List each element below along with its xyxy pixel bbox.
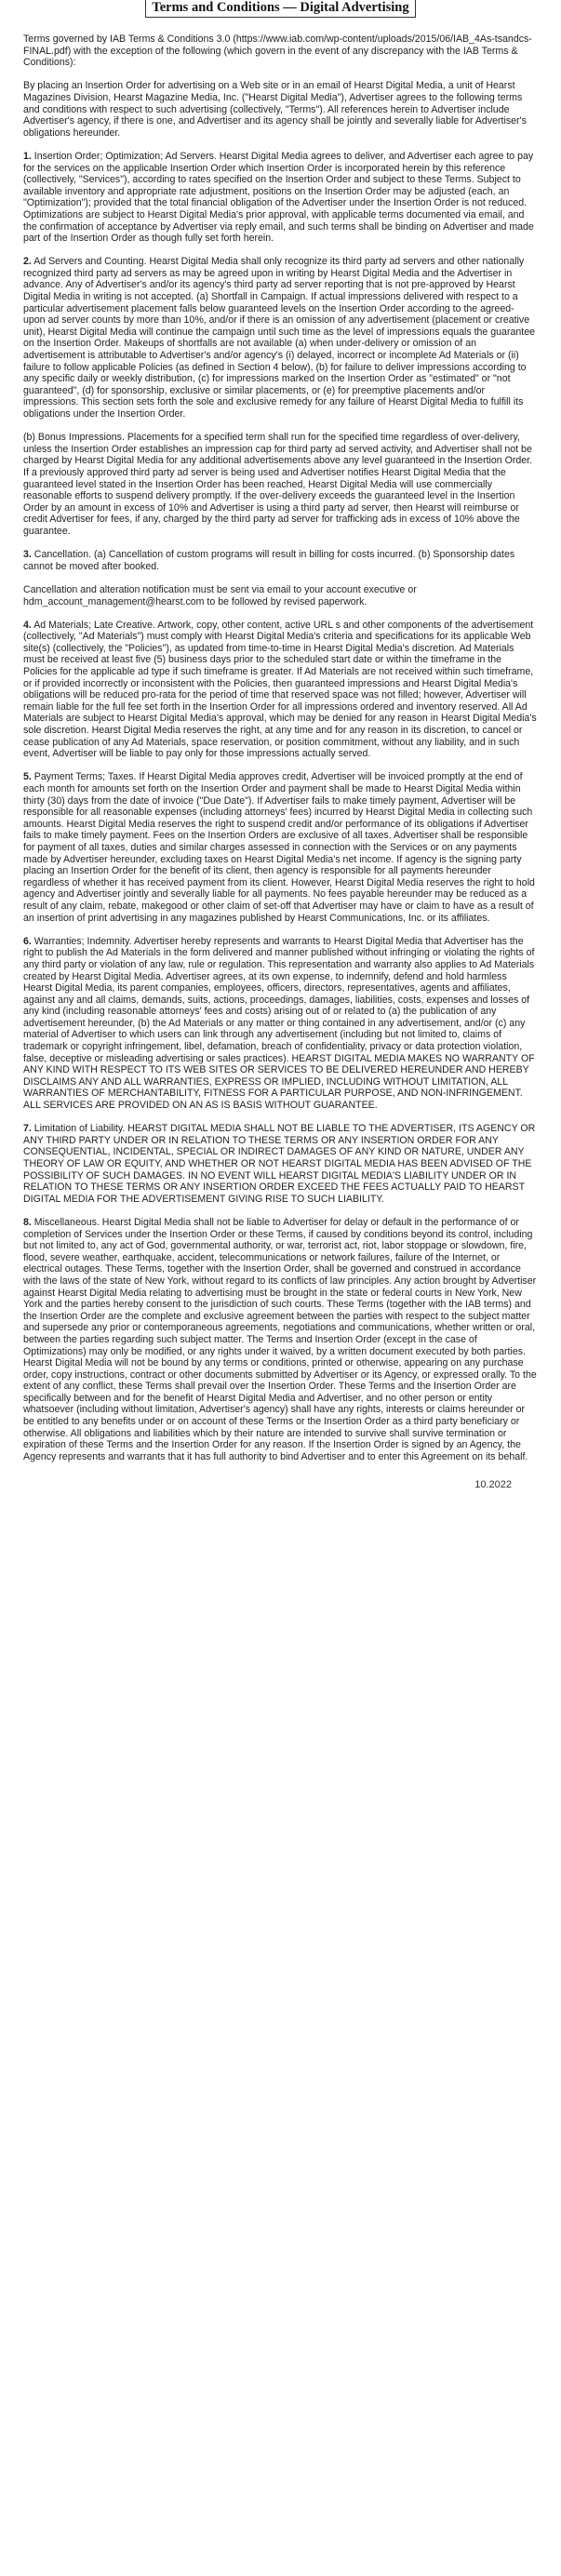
section-number: 7. xyxy=(23,1123,32,1135)
terms-paragraph xyxy=(23,1123,538,1205)
page-title: Terms and Conditions — Digital Advertising xyxy=(145,0,415,18)
terms-paragraph xyxy=(23,1217,538,1462)
terms-paragraph xyxy=(23,256,538,420)
paragraph-text: Ad Materials; Late Creative. Artwork, copy, other content, active URL s and other components of the advertisement (collectively, "Ad Materials") must comply with Hearst Digital Media's criteria and specifications for its applicable Web site(s) (collectively, the "Policies"), as updated from time-to-time in Hearst Digital Media's discretion. Ad Materials must be received at least five (5) business days prior to the scheduled start date or within the timeframe in the Policies for the applicable ad type if such timeframe is greater. If Ad Materials are not received within such timeframe, or if provided incorrectly or inconsistent with the Policies, then guaranteed impressions and Hearst Digital Media's obligations will be reduced pro-rata for the period of time that reserved space was not filled; however, Advertiser will remain liable for the full fee set forth in the Insertion Order for all impressions ordered and inventory reserved. All Ad Materials are subject to Hearst Digital Media's approval, which may be denied for any reason in Hearst Digital Media's sole discretion. Hearst Digital Media reserves the right, at any time and for any reason in its discretion, to cancel or cease publication of any Ad Materials, space reservation, or position commitment, without any liability, and in such event, Advertiser will be liable to pay only for those impressions actually served. xyxy=(23,619,537,760)
terms-body xyxy=(23,33,538,1462)
footer-date: 10.2022 xyxy=(474,1479,512,1491)
section-number: 6. xyxy=(23,935,32,947)
terms-paragraph xyxy=(23,584,538,607)
terms-paragraph xyxy=(23,33,538,69)
paragraph-text: Cancellation and alteration notification must be sent via email to your account executive or hdm_account_management@hearst.com to be followed by revised paperwork. xyxy=(23,583,417,607)
paragraph-text: By placing an Insertion Order for advertising on a Web site or in an email of Hearst Digital Media, a unit of Hearst Magazines Division, Hearst Magazine Media, Inc. ("Hearst Digital Media"), Advertiser agrees to the following terms and conditions with respect to such advertising (collectively, "Terms"). All references herein to Advertiser include Advertiser's agency, if there is one, and Advertiser and its agency shall be jointly and severally liable for Advertiser's obligations hereunder. xyxy=(23,80,527,139)
paragraph-text: Ad Servers and Counting. Hearst Digital Media shall only recognize its third party ad servers and other nationally recognized third party ad servers as may be agreed upon in writing by Hearst Digital Media and the Advertiser in advance. Any of Advertiser's and/or its agency's third party ad server reporting that is not pre-approved by Hearst Digital Media in writing is not accepted. (a) Shortfall in Campaign. If actual impressions delivered with respect to a particular advertisement placement falls below guaranteed levels on the Insertion Order according to the agreed- upon ad server counts by more than 10%, and/or if there is an omission of any advertisement (placement or creative unit), Hearst Digital Media will continue the campaign until such time as the level of impressions equals the guarantee on the Insertion Order. Makeups of shortfalls are not available (a) when under-delivery or omission of an advertisement is attributable to Advertiser's and/or agency's (i) delayed, incorrect or incomplete Ad Materials or (ii) failure to follow applicable Policies (as defined in Section 4 below), (b) for failure to deliver impressions according to any specific daily or weekly distribution, (c) for impressions marked on the Insertion Order as "estimated" or "not guaranteed", (d) for sponsorship, exclusive or similar placements, or (e) for preemptive placements and/or impressions. This section sets forth the sole and exclusive remedy for any failure of Hearst Digital Media to fulfill its obligations under the Insertion Order. xyxy=(23,256,535,420)
title-container xyxy=(23,0,538,19)
terms-paragraph xyxy=(23,432,538,537)
terms-paragraph xyxy=(23,771,538,924)
paragraph-text: Payment Terms; Taxes. If Hearst Digital Media approves credit, Advertiser will be invoiced promptly at the end of each month for amounts set forth on the Insertion Order and payment shall be made to Hearst Digital Media within thirty (30) days from the date of invoice ("Due Date"). If Advertiser fails to make timely payment, Advertiser will be responsible for all reasonable expenses (including attorneys' fees) incurred by Hearst Digital Media in collecting such amounts. Hearst Digital Media reserves the right to suspend credit and/or performance of its obligations if Advertiser fails to make timely payment. Fees on the Insertion Orders are exclusive of all taxes. Advertiser shall be responsible for payment of all taxes, duties and similar charges assessed in connection with the Services or on any payments made by Advertiser hereunder, excluding taxes on Hearst Digital Media's net income. If agency is the signing party placing an Insertion Order for the benefit of its client, then agency is responsible for all payments hereunder regardless of whether it has received payment from its client. However, Hearst Digital Media reserves the right to hold agency and Advertiser jointly and severally liable for all payments. No fees payable hereunder may be reduced as a result of any claim, rebate, makegood or other claim of set-off that Advertiser may have or claim to have as a result of an insertion of print advertising in any magazines published by Hearst Communications, Inc. or its affiliates. xyxy=(23,771,535,924)
paragraph-text: Warranties; Indemnity. Advertiser hereby represents and warrants to Hearst Digital Media that Advertiser has the right to publish the Ad Materials in the form delivered and manner published without infringing or violating the rights of any third party or violation of any law, rule or regulation. This representation and warranty also applies to Ad Materials created by Hearst Digital Media. Advertiser agrees, at its own expense, to indemnify, defend and hold harmless Hearst Digital Media, its parent companies, employees, officers, directors, representatives, agents and affiliates, against any and all claims, demands, suits, actions, proceedings, damages, liabilities, costs, expenses and losses of any kind (including reasonable attorneys' fees and costs) arising out of or related to (a) the publication of any advertisement hereunder, (b) the Ad Materials or any matter or thing contained in any advertisement, and/or (c) any material of Advertiser to which users can link through any advertisement (including but not limited to, claims of trademark or copyright infringement, libel, defamation, breach of confidentiality, privacy or data protection violation, false, deceptive or misleading advertising or sales practices). HEARST DIGITAL MEDIA MAKES NO WARRANTY OF ANY KIND WITH RESPECT TO ITS WEB SITES OR SERVICES TO BE DELIVERED HEREUNDER AND HEREBY DISCLAIMS ANY AND ALL WARRANTIES, EXPRESS OR IMPLIED, INCLUDING WITHOUT LIMITATION, ALL WARRANTIES OF MERCHANTABILITY, FITNESS FOR A PARTICULAR PURPOSE, AND NON-INFRINGEMENT. ALL SERVICES ARE PROVIDED ON AN AS IS BASIS WITHOUT GUARANTEE. xyxy=(23,935,535,1112)
section-number: 4. xyxy=(23,619,32,631)
terms-paragraph xyxy=(23,151,538,245)
section-number: 5. xyxy=(23,771,32,783)
paragraph-text: Cancellation. (a) Cancellation of custom programs will result in billing for costs incurred. (b) Sponsorship dates cannot be moved after booked. xyxy=(23,549,515,572)
terms-paragraph xyxy=(23,936,538,1112)
paragraph-text: Limitation of Liability. HEARST DIGITAL MEDIA SHALL NOT BE LIABLE TO THE ADVERTISER, ITS AGENCY OR ANY THIRD PARTY UNDER OR IN RELATION TO THESE TERMS OR ANY INSERTION ORDER FOR ANY CONSEQUENTIAL, INCIDENTAL, SPECIAL OR INDIRECT DAMAGES OF ANY KIND OR NATURE, UNDER ANY THEORY OF LAW OR EQUITY, AND WHETHER OR NOT HEARST DIGITAL MEDIA HAS BEEN ADVISED OF THE POSSIBILITY OF SUCH DAMAGES. IN NO EVENT WILL HEARST DIGITAL MEDIA'S LIABILITY UNDER OR IN RELATION TO THESE TERMS OR ANY INSERTION ORDER EXCEED THE FEES ACTUALLY PAID TO HEARST DIGITAL MEDIA FOR THE ADVERTISEMENT GIVING RISE TO SUCH LIABILITY. xyxy=(23,1123,536,1205)
paragraph-text: Terms governed by IAB Terms & Conditions 3.0 (https://www.iab.com/wp-content/uploads/2015/06/IAB_4As-tsandcs-FINAL.pdf) with the exception of the following (which govern in the event of any discrepancy with the IAB Terms & Conditions): xyxy=(23,33,532,69)
section-number: 2. xyxy=(23,256,32,268)
section-number: 3. xyxy=(23,549,32,561)
terms-paragraph xyxy=(23,549,538,572)
paragraph-text: Miscellaneous. Hearst Digital Media shall not be liable to Advertiser for delay or default in the performance of or completion of Services under the Insertion Order or these Terms, if caused by conditions beyond its control, including but not limited to, any act of God, governmental authority, or war, terrorist act, riot, labor stoppage or slowdown, fire, flood, severe weather, earthquake, accident, telecommunications or network failures, failure of the Internet, or electrical outages. These Terms, together with the Insertion Order, shall be governed and construed in accordance with the laws of the state of New York, without regard to its conflicts of law principles. Any action brought by Advertiser against Hearst Digital Media relating to advertising must be brought in the state or federal courts in New York, New York and the parties hereby consent to the jurisdiction of such courts. These Terms (together with the IAB terms) and the Insertion Order are the complete and exclusive agreement between the parties with respect to the subject matter and supersede any prior or contemporaneous agreements, negotiations and communications, whether written or oral, between the parties regarding such subject matter. The Terms and Insertion Order (except in the case of Optimizations) may only be modified, or any rights under it waived, by a written document executed by both parties. Hearst Digital Media will not be bound by any terms or conditions, printed or otherwise, appearing on any purchase order, copy instructions, contract or other documents submitted by Advertiser or its Agency, or expressed orally. To the extent of any conflict, these Terms shall prevail over the Insertion Order. These Terms and the Insertion Order are specifically between and for the benefit of Hearst Digital Media and Advertiser, and no other person or entity whatsoever (including without limitation, Advertiser's agency) shall have any rights, interests or claims hereunder or be entitled to any benefits under or on account of these Terms or the Insertion Order as a third party beneficiary or otherwise. All obligations and liabilities which by their nature are intended to survive shall survive termination or expiration of these Terms and the Insertion Order for any reason. If the Insertion Order is signed by an Agency, the Agency represents and warrants that it has full authority to bind Advertiser and to enter this Agreement on its behalf. xyxy=(23,1216,537,1462)
paragraph-text: Insertion Order; Optimization; Ad Servers. Hearst Digital Media agrees to deliver, and Advertiser each agree to pay for the services on the applicable Insertion Order which Insertion Order is incorporated herein by this reference (collectively, "Services"), according to rates specified on the Insertion Order and subject to these Terms. Subject to available inventory and appropriate rate adjustment, positions on the Insertion Order may be adjusted (each, an "Optimization"); provided that the total financial obligation of the Advertiser under the Insertion Order is not reduced. Optimizations are subject to Hearst Digital Media's prior approval, with applicable terms documented via email, and the confirmation of acceptance by Advertiser via reply email, and such terms shall be binding on Advertiser and made part of the Insertion Order as though fully set forth herein. xyxy=(23,150,534,245)
section-number: 8. xyxy=(23,1216,32,1228)
terms-paragraph xyxy=(23,620,538,760)
terms-paragraph xyxy=(23,80,538,139)
section-number: 1. xyxy=(23,150,32,162)
paragraph-text: (b) Bonus Impressions. Placements for a specified term shall run for the specified time regardless of over-delivery, unless the Insertion Order establishes an impression cap for third party ad served activity, and Advertiser shall not be charged by Hearst Digital Media for any additional advertisements above any level guaranteed in the Insertion Order. If a previously approved third party ad server is being used and Advertiser notifies Hearst Digital Media that the guaranteed level stated in the Insertion Order has been reached, Hearst Digital Media will use commercially reasonable efforts to suspend delivery promptly. If the over-delivery exceeds the guaranteed level in the Insertion Order by an amount in excess of 10% and Advertiser is using a third party ad server, then Hearst will reimburse or credit Advertiser for fees, if any, charged by the third party ad server for trafficking ads in excess of 10% above the guarantee. xyxy=(23,432,533,537)
